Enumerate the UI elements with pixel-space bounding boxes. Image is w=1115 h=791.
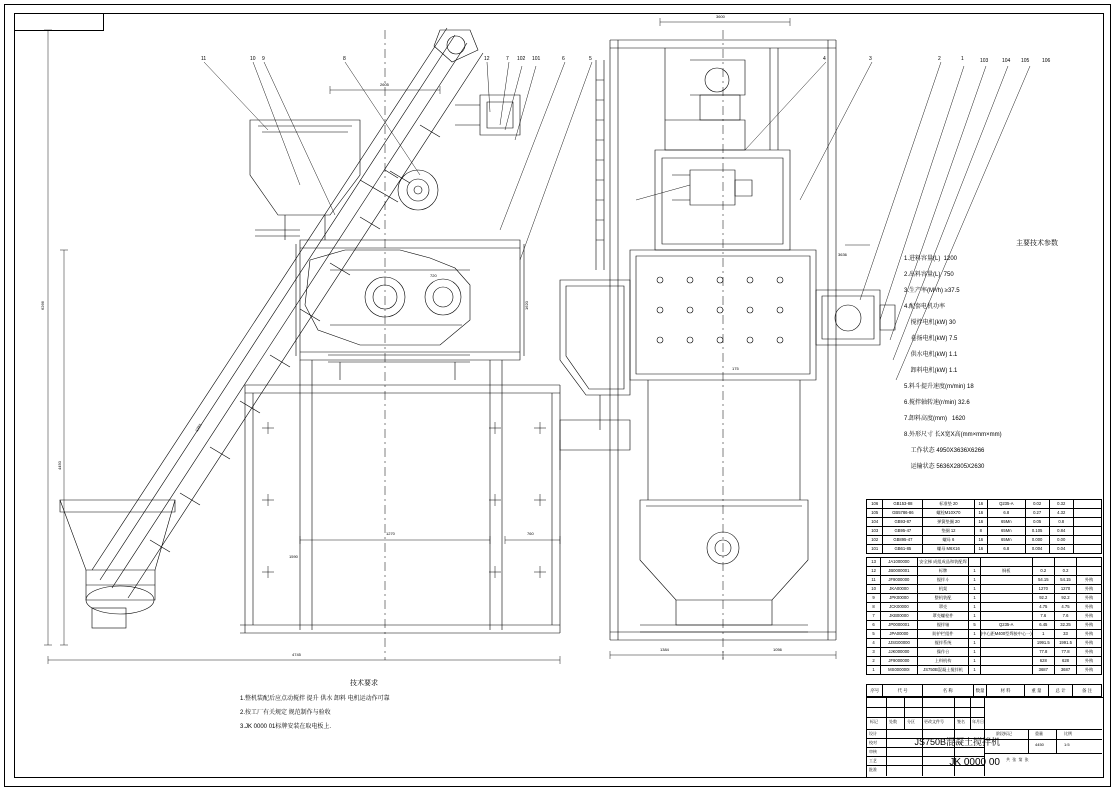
table-cell: 外购	[1077, 648, 1102, 657]
table-cell: 螺母 M6X16	[923, 545, 974, 554]
table-cell: 外购	[1077, 603, 1102, 612]
table-cell: Q235-A	[980, 621, 1032, 630]
table-cell	[1073, 518, 1101, 527]
table-cell: JKA00000	[881, 585, 917, 594]
spec-item-6: 卷扬电机(kW) 7.5	[904, 336, 958, 342]
table-cell: GB895-47	[883, 536, 923, 545]
dim-misc-175: 175	[732, 366, 739, 371]
dim-overall-width: 4745	[292, 652, 301, 657]
table-cell: JJSG00000	[881, 639, 917, 648]
tech-requirement-line-3: 3.JK 0000 01标牌安装在取电板上.	[240, 724, 332, 730]
table-cell: 106	[867, 500, 883, 509]
table-cell: 65Mn	[988, 536, 1026, 545]
table-cell: 4.32	[1049, 509, 1073, 518]
dim-right-bottom-right: 1056	[773, 647, 782, 652]
table-cell: 0.2	[1032, 567, 1054, 576]
table-cell: GB95-47	[883, 527, 923, 536]
table-cell: 螺栓M10X70	[923, 509, 974, 518]
table-header-cell: 数量	[973, 685, 987, 697]
table-cell: 7.6	[1032, 612, 1054, 621]
spec-panel	[902, 240, 1092, 470]
table-cell: 垫圈 12	[923, 527, 974, 536]
table-cell: 2	[867, 657, 881, 666]
table-cell	[980, 558, 1032, 567]
table-cell: 65Mn	[988, 518, 1026, 527]
table-cell: 0.105	[1025, 527, 1049, 536]
table-header-cell: 备 注	[1073, 685, 1102, 697]
callout-103: 103	[980, 58, 989, 64]
table-cell	[1032, 558, 1054, 567]
dim-misc-1620: 1620	[524, 301, 529, 310]
table-cell: 3687	[1032, 666, 1054, 675]
table-cell: 0.004	[1025, 545, 1049, 554]
spec-item-5: 搅拌电机(kW) 30	[904, 320, 956, 326]
table-cell	[980, 612, 1032, 621]
table-cell: 4.75	[1032, 603, 1054, 612]
table-cell: 0.8	[1049, 518, 1073, 527]
tech-requirements-title: 技术要求	[350, 680, 378, 687]
table-cell: 0.00	[1049, 536, 1073, 545]
spec-item-10: 6.搅拌轴转速(r/min) 32.6	[904, 400, 970, 406]
spec-item-11: 7.卸料高度(mm) 1620	[904, 416, 966, 422]
table-cell: 92.2	[1032, 594, 1054, 603]
callout-105: 105	[1021, 58, 1030, 64]
table-cell: 搅拌斗	[917, 576, 969, 585]
table-cell: 整机装配	[917, 594, 969, 603]
table-cell: JJK000000	[881, 648, 917, 657]
table-cell: 1	[1032, 630, 1054, 639]
table-cell: 标牌	[917, 567, 969, 576]
title-block-right	[984, 697, 1102, 776]
table-cell: 9	[867, 594, 881, 603]
table-cell: 1	[969, 585, 980, 594]
table-cell: JKB00000	[881, 612, 917, 621]
table-cell	[980, 657, 1032, 666]
table-cell: 0.02	[1025, 500, 1049, 509]
table-cell: 1270	[1054, 585, 1076, 594]
table-cell: 16	[974, 545, 987, 554]
table-cell: 32.25	[1054, 621, 1076, 630]
table-cell: JPA00000	[881, 630, 917, 639]
table-cell: 54.15	[1032, 576, 1054, 585]
table-cell: 6.8	[988, 545, 1026, 554]
callout-102: 102	[517, 56, 526, 62]
table-cell: 1	[969, 639, 980, 648]
table-cell: 0.000	[1025, 536, 1049, 545]
table-row	[867, 585, 1102, 594]
table-row	[867, 666, 1102, 675]
tb-scale-value: 1:5	[1064, 742, 1070, 747]
table-row	[867, 621, 1102, 630]
tb-scale-label: 比例	[1064, 731, 1072, 736]
table-cell: 102	[867, 536, 883, 545]
table-cell: 罩壳螺栓件	[917, 612, 969, 621]
spec-item-7: 供水电机(kW) 1.1	[904, 352, 958, 358]
table-cell: (中心距M400型焊接中心一)	[980, 630, 1032, 639]
table-row	[867, 509, 1102, 518]
table-header-cell: 序号	[867, 685, 883, 697]
table-cell: 外购	[1077, 639, 1102, 648]
table-cell: GB153-88	[883, 500, 923, 509]
table-cell: 77.8	[1032, 648, 1054, 657]
table-cell	[980, 576, 1032, 585]
tb-row-shenhe: 审核	[869, 749, 877, 754]
table-header-cell: 材 料	[987, 685, 1024, 697]
table-row	[867, 558, 1102, 567]
table-row	[867, 648, 1102, 657]
table-row	[867, 545, 1102, 554]
callout-106: 106	[1042, 58, 1051, 64]
table-cell: 10	[867, 585, 881, 594]
tb-row-pizhun: 批准	[869, 767, 877, 772]
table-cell: 螺母 6	[923, 536, 974, 545]
spec-item-12: 8.外形尺寸 长X宽X高(mm×mm×mm)	[904, 432, 1002, 438]
table-cell: 外购	[1077, 576, 1102, 585]
tb-label-nianyueri: 年月日	[972, 719, 984, 724]
table-cell: MS000000I	[881, 666, 917, 675]
callout-104: 104	[1002, 58, 1011, 64]
dim-left-lower-height: 4450	[57, 461, 62, 470]
table-cell: 1	[969, 648, 980, 657]
tb-weight-value: 4450	[1035, 742, 1044, 747]
dim-top-mid: 2605	[380, 82, 389, 87]
spec-item-13: 工作状态 4950X3636X6266	[904, 448, 985, 454]
table-cell: 13	[867, 558, 881, 567]
table-cell: 操作台	[917, 648, 969, 657]
dim-overall-height: 6266	[40, 301, 45, 310]
spec-item-2: 2.出料容量(L) 750	[904, 272, 954, 278]
table-cell: 外购	[1077, 594, 1102, 603]
table-cell: 8	[974, 527, 987, 536]
spec-item-8: 卸料电机(kW) 1.1	[904, 368, 958, 374]
table-cell	[980, 666, 1032, 675]
table-cell: 外购	[1077, 666, 1102, 675]
table-cell: 外购	[1077, 657, 1102, 666]
callout-8: 8	[343, 56, 346, 62]
table-cell: 6.45	[1032, 621, 1054, 630]
tb-stage-label: 阶段标记	[996, 731, 1012, 736]
table-cell: 0.05	[1025, 518, 1049, 527]
table-cell	[1077, 558, 1102, 567]
callout-2: 2	[938, 56, 941, 62]
table-cell: 6	[867, 621, 881, 630]
callout-1: 1	[961, 56, 964, 62]
table-cell	[1054, 558, 1076, 567]
table-cell: JP0000001	[881, 621, 917, 630]
table-cell	[980, 639, 1032, 648]
table-cell: 16	[974, 509, 987, 518]
table-cell: 7	[867, 612, 881, 621]
table-cell: 1991.5	[1054, 639, 1076, 648]
table-cell: 1	[969, 657, 980, 666]
table-cell	[980, 603, 1032, 612]
table-cell: 0.32	[1049, 500, 1073, 509]
dim-mid-left: 1270	[386, 531, 395, 536]
table-cell: GB61-85	[883, 545, 923, 554]
table-cell	[980, 585, 1032, 594]
table-cell: 4.75	[1054, 603, 1076, 612]
tech-requirement-line-2: 2.按工厂有关规定 规范制作与验收	[240, 710, 331, 716]
table-cell: 105	[867, 509, 883, 518]
table-cell: 103	[867, 527, 883, 536]
spec-item-9: 5.料斗提升速度(m/min) 18	[904, 384, 974, 390]
table-cell	[1073, 527, 1101, 536]
table-cell: 外购	[1077, 630, 1102, 639]
table-cell: 防护栏组件	[917, 630, 969, 639]
tech-requirement-line-1: 1.整机装配后应点动搅拌 提升 供水 卸料 电机运动作可靠	[240, 696, 390, 702]
spec-item-1: 1.进料容量(L) 1200	[904, 256, 958, 262]
table-cell: 1	[969, 666, 980, 675]
tb-row-jiaodui: 校对	[869, 740, 877, 745]
table-cell: Q235-A	[988, 500, 1026, 509]
tb-label-fenqu: 分区	[907, 719, 915, 724]
table-cell: 外购	[1077, 585, 1102, 594]
table-cell: 1	[969, 603, 980, 612]
table-cell: 铜板	[980, 567, 1032, 576]
table-row	[867, 576, 1102, 585]
spec-item-4: 4.配套电机功率	[904, 304, 946, 310]
table-cell: 77.8	[1054, 648, 1076, 657]
standard-parts-table	[866, 499, 1102, 554]
table-cell: 104	[867, 518, 883, 527]
table-cell	[969, 558, 980, 567]
table-cell: 33	[1054, 630, 1076, 639]
table-row	[867, 518, 1102, 527]
table-cell: JCK00000	[881, 603, 917, 612]
table-row	[867, 500, 1102, 509]
table-header-cell: 总 计	[1048, 685, 1072, 697]
table-row	[867, 657, 1102, 666]
tb-row-sheji: 设计	[869, 731, 877, 736]
table-cell: 1	[969, 594, 980, 603]
table-cell: 标准垫 20	[923, 500, 974, 509]
table-cell	[1073, 509, 1101, 518]
table-row	[867, 527, 1102, 536]
callout-12: 12	[484, 56, 490, 62]
dim-720: 720	[430, 273, 437, 278]
table-cell: 上料机构	[917, 657, 969, 666]
table-cell: 16	[974, 518, 987, 527]
table-header-cell: 名 称	[922, 685, 973, 697]
callout-11: 11	[201, 56, 207, 62]
table-row	[867, 639, 1102, 648]
table-cell: 弹簧垫圈 20	[923, 518, 974, 527]
dim-misc-1351: 1351	[194, 422, 203, 433]
callout-6: 6	[562, 56, 565, 62]
spec-panel-title: 主要技术参数	[1016, 240, 1058, 247]
tb-weight-label: 重量	[1035, 731, 1043, 736]
table-cell: JF9000000	[881, 576, 917, 585]
table-cell: 5	[969, 621, 980, 630]
table-cell: 628	[1054, 657, 1076, 666]
table-cell: 54.15	[1054, 576, 1076, 585]
tb-row-gongyi: 工艺	[869, 758, 877, 763]
callout-9: 9	[262, 56, 265, 62]
callout-10: 10	[250, 56, 256, 62]
table-cell: 1	[969, 612, 980, 621]
dim-mid-right: 760	[527, 531, 534, 536]
table-cell: 0.2	[1054, 567, 1076, 576]
parts-table	[866, 557, 1102, 675]
dim-right-bottom-left: 1384	[660, 647, 669, 652]
table-cell: 3	[867, 648, 881, 657]
table-cell: 外购	[1077, 621, 1102, 630]
table-cell: 搅拌轴	[917, 621, 969, 630]
callout-101: 101	[532, 56, 541, 62]
table-cell: JS750B混凝土搅拌机	[917, 666, 969, 675]
table-cell: JPK00000	[881, 594, 917, 603]
table-cell: 安全梯 成组成品和装配焊	[917, 558, 969, 567]
tb-label-genggai: 更改文件号	[924, 719, 944, 724]
dim-right-top: 3600	[716, 14, 725, 19]
table-cell	[980, 594, 1032, 603]
callout-7: 7	[506, 56, 509, 62]
table-cell: 7.6	[1054, 612, 1076, 621]
drawing-number: JK 0000 00	[949, 757, 1000, 768]
table-cell: 1	[969, 567, 980, 576]
spec-item-3: 3.生产率(M³/h) ≥37.5	[904, 288, 960, 294]
table-cell: 机架	[917, 585, 969, 594]
table-cell: JF9000000	[881, 657, 917, 666]
table-cell: 92.2	[1054, 594, 1076, 603]
table-cell: 6.8	[988, 509, 1026, 518]
table-cell: 5	[867, 630, 881, 639]
table-cell: JA1000000	[881, 558, 917, 567]
title-block-change-grid	[866, 697, 984, 729]
table-header-cell: 重 量	[1024, 685, 1048, 697]
table-cell: JB0000001	[881, 567, 917, 576]
table-header-cell: 代 号	[883, 685, 922, 697]
table-cell	[1073, 545, 1101, 554]
table-cell: 3687	[1054, 666, 1076, 675]
table-row	[867, 612, 1102, 621]
table-cell: 4	[867, 639, 881, 648]
table-cell	[1073, 500, 1101, 509]
table-cell	[1077, 567, 1102, 576]
table-cell: 外购	[1077, 612, 1102, 621]
callout-5: 5	[589, 56, 592, 62]
table-cell: 1	[969, 630, 980, 639]
tb-label-biaoji: 标记	[870, 719, 878, 724]
table-cell: 0.84	[1049, 527, 1073, 536]
table-cell: 12	[867, 567, 881, 576]
table-cell: 0.04	[1049, 545, 1073, 554]
spec-item-14: 运输状态 5636X2805X2630	[904, 464, 985, 470]
table-cell	[980, 648, 1032, 657]
dim-misc-3636: 3636	[838, 252, 847, 257]
table-cell: 11	[867, 576, 881, 585]
table-cell: 16	[974, 500, 987, 509]
table-cell: GB5786-86	[883, 509, 923, 518]
table-cell: 101	[867, 545, 883, 554]
callout-4: 4	[823, 56, 826, 62]
table-cell: 65Mn	[988, 527, 1026, 536]
table-row	[867, 594, 1102, 603]
table-cell: 1	[969, 576, 980, 585]
table-row	[867, 603, 1102, 612]
table-cell: 8	[867, 603, 881, 612]
table-cell: 628	[1032, 657, 1054, 666]
table-cell: 1	[867, 666, 881, 675]
callout-3: 3	[869, 56, 872, 62]
table-cell: 搅拌系统	[917, 639, 969, 648]
tb-label-qianming: 签名	[957, 719, 965, 724]
table-cell	[1073, 536, 1101, 545]
table-cell: 罩壳	[917, 603, 969, 612]
table-cell: 16	[974, 536, 987, 545]
tb-label-chushu: 处数	[889, 719, 897, 724]
tb-page-label: 共 张 第 张	[1006, 757, 1029, 762]
table-cell: 1270	[1032, 585, 1054, 594]
drawing-product-title: JS750B混凝土搅拌机	[914, 737, 1000, 747]
parts-table-footer	[866, 684, 1102, 697]
table-row	[867, 536, 1102, 545]
table-cell: GB93-87	[883, 518, 923, 527]
table-cell: 0.27	[1025, 509, 1049, 518]
dim-misc-1590: 1590	[289, 554, 298, 559]
table-cell: 1991.5	[1032, 639, 1054, 648]
table-row	[867, 630, 1102, 639]
table-row	[867, 567, 1102, 576]
